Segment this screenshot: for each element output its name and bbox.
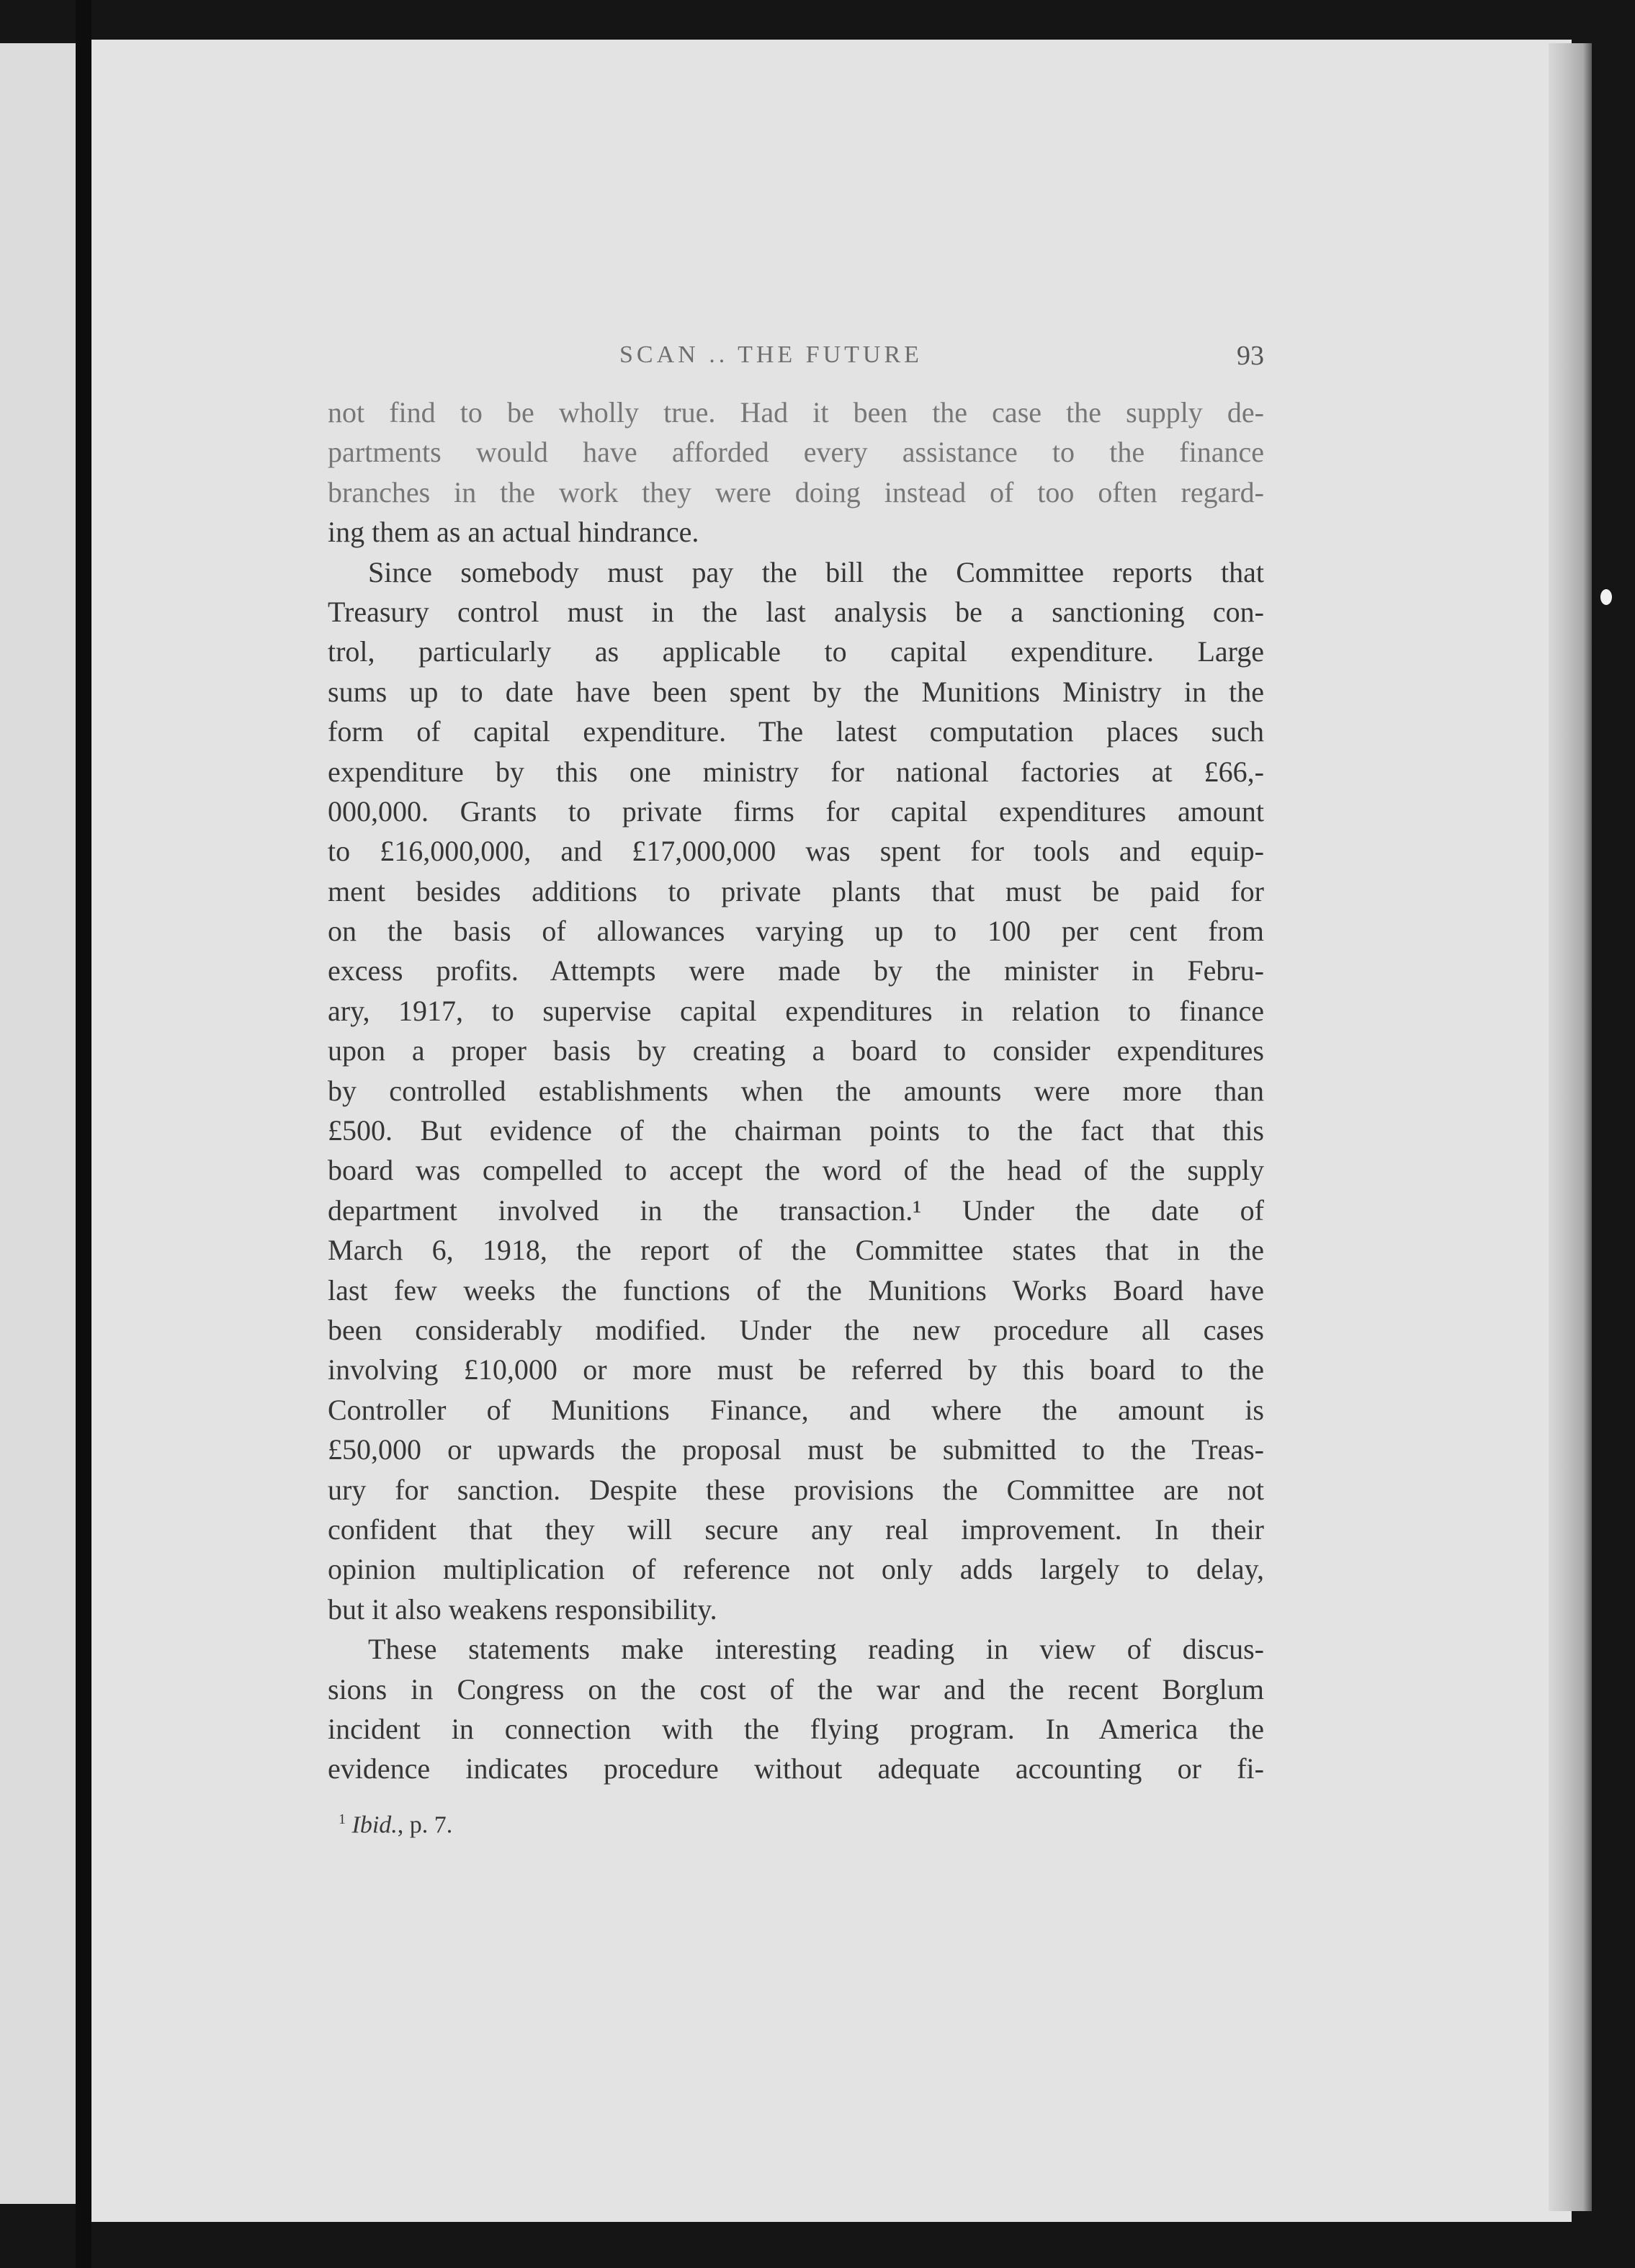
text-line: department involved in the transaction.¹ Under the date of [328,1193,1264,1227]
book-gutter [76,0,91,2268]
text-line: excess profits. Attempts were made by the minister in Febru- [328,954,1264,987]
text-line: Treasury control must in the last analysis be a sanctioning con- [328,595,1264,628]
text-line: ing them as an actual hindrance. [328,516,699,549]
text-line: £500. But evidence of the chairman points to the fact that this [328,1114,1264,1147]
text-line: form of capital expenditure. The latest computation places such [328,715,1264,748]
text-line: evidence indicates procedure without adequate accounting or fi- [328,1752,1264,1785]
text-line: ury for sanction. Despite these provisions the Committee are not [328,1473,1264,1506]
text-line: March 6, 1918, the report of the Committee states that in the [328,1234,1264,1267]
footnote [339,1811,452,1839]
text-line: confident that they will secure any real improvement. In their [328,1512,1264,1546]
text-line: sums up to date have been spent by the Munitions Ministry in the [328,675,1264,708]
text-line: involving £10,000 or more must be referred by this board to the [328,1353,1264,1386]
text-line: board was compelled to accept the word of the head of the supply [328,1154,1264,1187]
body-text [328,393,1264,1789]
facing-page-edge [0,43,76,2204]
scan-speck [1600,589,1612,605]
text-line: partments would have afforded every assistance to the finance [328,436,1264,469]
text-line: been considerably modified. Under the new procedure all cases [328,1313,1264,1346]
text-line: sions in Congress on the cost of the war and the recent Borglum [328,1672,1264,1706]
page-number: 93 [1237,341,1264,371]
text-line: upon a proper basis by creating a board to consider expenditures [328,1034,1264,1067]
page-header [328,340,1264,383]
text-line: expenditure by this one ministry for national factories at £66,- [328,755,1264,788]
footnote-source: Ibid. [351,1811,398,1839]
page-stack-edge [1549,43,1592,2211]
footnote-page-ref: , p. 7. [397,1811,453,1839]
text-line: ary, 1917, to supervise capital expenditures in relation to finance [328,994,1264,1027]
text-line: incident in connection with the flying program. In America the [328,1712,1264,1745]
text-line: last few weeks the functions of the Munitions Works Board have [328,1273,1264,1306]
paragraph-start-line: These statements make interesting reading in view of discus- [368,1633,1264,1666]
text-line: by controlled establishments when the amounts were more than [328,1074,1264,1107]
text-line: £50,000 or upwards the proposal must be submitted to the Treas- [328,1433,1264,1466]
text-line: trol, particularly as applicable to capital expenditure. Large [328,635,1264,668]
text-line: but it also weakens responsibility. [328,1592,717,1626]
text-line: not find to be wholly true. Had it been the case the supply de- [328,396,1264,429]
text-line: branches in the work they were doing instead of too often regard- [328,475,1264,508]
text-line: on the basis of allowances varying up to 100 per cent from [328,915,1264,948]
text-line: Controller of Munitions Finance, and where the amount is [328,1393,1264,1426]
footnote-marker: 1 [339,1811,346,1827]
paragraph-start-line: Since somebody must pay the bill the Committee reports that [368,555,1264,588]
text-line: to £16,000,000, and £17,000,000 was spent for tools and equip- [328,835,1264,868]
text-line: opinion multiplication of reference not only adds largely to delay, [328,1553,1264,1586]
text-line: ment besides additions to private plants that must be paid for [328,874,1264,907]
running-head: SCAN .. THE FUTURE [619,341,923,368]
text-line: 000,000. Grants to private firms for capital expenditures amount [328,794,1264,828]
